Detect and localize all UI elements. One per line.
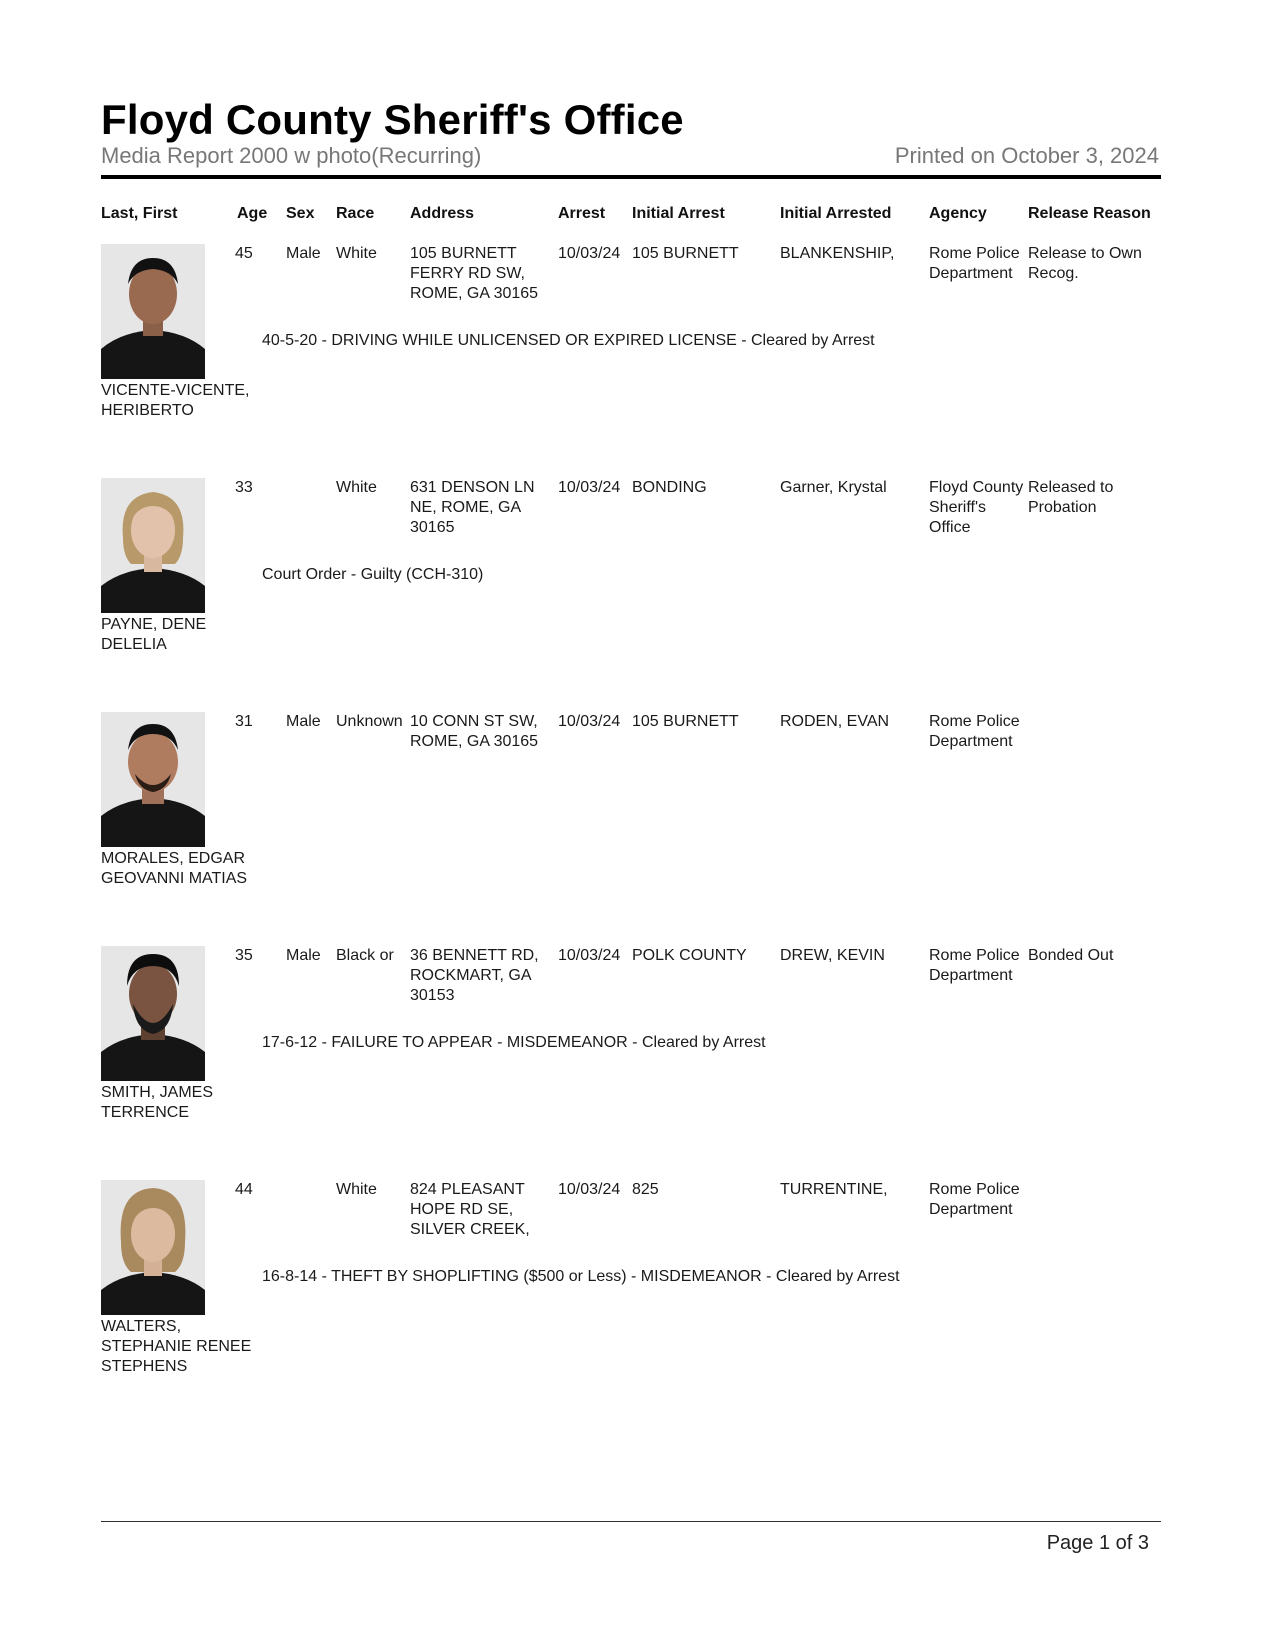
record-row (0, 712, 1265, 942)
sex-value: Male (286, 245, 321, 262)
agency-value: Floyd County Sheriff's Office (929, 479, 1024, 536)
sex-value: Male (286, 713, 321, 730)
agency-value: Rome Police Department (929, 245, 1020, 282)
charge-text: 40-5-20 - DRIVING WHILE UNLICENSED OR EXPIRED LICENSE - Cleared by Arrest (262, 332, 875, 349)
inmate-name: PAYNE, DENE DELELIA (101, 616, 207, 653)
col-initial-arrest: Initial Arrest (632, 205, 725, 222)
race-value: White (336, 245, 377, 262)
sex-value: Male (286, 947, 321, 964)
address-value: 105 BURNETT FERRY RD SW, ROME, GA 30165 (410, 245, 539, 302)
age-value: 44 (235, 1181, 253, 1198)
inmate-name: VICENTE-VICENTE, HERIBERTO (101, 382, 250, 419)
report-title: Floyd County Sheriff's Office (101, 96, 684, 143)
inmate-name: SMITH, JAMES TERRENCE (101, 1084, 214, 1121)
inmate-name: WALTERS, STEPHANIE RENEE STEPHENS (101, 1318, 252, 1375)
agency-value: Rome Police Department (929, 947, 1020, 984)
age-value: 45 (235, 245, 253, 262)
race-value: White (336, 479, 377, 496)
booking-photo (101, 1180, 205, 1315)
booking-photo (101, 478, 205, 613)
record-row (0, 478, 1265, 708)
charge-text: 17-6-12 - FAILURE TO APPEAR - MISDEMEANOR - Cleared by Arrest (262, 1034, 766, 1051)
charge-text: 16-8-14 - THEFT BY SHOPLIFTING ($500 or Less) - MISDEMEANOR - Cleared by Arrest (262, 1268, 900, 1285)
release-reason-value: Bonded Out (1028, 947, 1114, 964)
initial-arrest-value: BONDING (632, 479, 707, 496)
race-value: White (336, 1181, 377, 1198)
age-value: 31 (235, 713, 253, 730)
address-value: 10 CONN ST SW, ROME, GA 30165 (410, 713, 539, 750)
initial-arrested-value: DREW, KEVIN (780, 947, 885, 964)
address-value: 36 BENNETT RD, ROCKMART, GA 30153 (410, 947, 539, 1004)
col-release-reason: Release Reason (1028, 205, 1151, 222)
agency-value: Rome Police Department (929, 713, 1020, 750)
initial-arrested-value: TURRENTINE, (780, 1181, 888, 1198)
arrest-date: 10/03/24 (558, 713, 621, 730)
initial-arrest-value: POLK COUNTY (632, 947, 747, 964)
address-value: 631 DENSON LN NE, ROME, GA 30165 (410, 479, 535, 536)
col-agency: Agency (929, 205, 987, 222)
col-name: Last, First (101, 205, 178, 222)
release-reason-value: Released to Probation (1028, 479, 1114, 516)
col-initial-arrested: Initial Arrested (780, 205, 892, 222)
col-race: Race (336, 205, 375, 222)
header-divider (101, 175, 1161, 179)
initial-arrested-value: Garner, Krystal (780, 479, 887, 496)
age-value: 35 (235, 947, 253, 964)
inmate-name: MORALES, EDGAR GEOVANNI MATIAS (101, 850, 248, 887)
booking-photo (101, 244, 205, 379)
arrest-date: 10/03/24 (558, 947, 621, 964)
arrest-date: 10/03/24 (558, 245, 621, 262)
race-value: Unknown (336, 713, 403, 730)
race-value: Black or (336, 947, 394, 964)
record-row (0, 946, 1265, 1176)
arrest-date: 10/03/24 (558, 479, 621, 496)
col-sex: Sex (286, 205, 315, 222)
initial-arrest-value: 825 (632, 1181, 659, 1198)
record-row (0, 244, 1265, 474)
page-number: Page 1 of 3 (1046, 1532, 1149, 1554)
printed-date: Printed on October 3, 2024 (894, 143, 1159, 168)
report-subtitle: Media Report 2000 w photo(Recurring) (101, 143, 482, 168)
charge-text: Court Order - Guilty (CCH-310) (262, 566, 484, 583)
release-reason-value: Release to Own Recog. (1028, 245, 1142, 282)
age-value: 33 (235, 479, 253, 496)
booking-photo (101, 712, 205, 847)
booking-photo (101, 946, 205, 1081)
agency-value: Rome Police Department (929, 1181, 1020, 1218)
arrest-date: 10/03/24 (558, 1181, 621, 1198)
col-address: Address (410, 205, 475, 222)
address-value: 824 PLEASANT HOPE RD SE, SILVER CREEK, (410, 1181, 530, 1238)
col-arrest: Arrest (558, 205, 606, 222)
footer-divider (101, 1521, 1161, 1522)
col-age: Age (237, 205, 268, 222)
initial-arrested-value: RODEN, EVAN (780, 713, 890, 730)
initial-arrested-value: BLANKENSHIP, (780, 245, 895, 262)
record-row (0, 1180, 1265, 1410)
initial-arrest-value: 105 BURNETT (632, 245, 739, 262)
initial-arrest-value: 105 BURNETT (632, 713, 739, 730)
